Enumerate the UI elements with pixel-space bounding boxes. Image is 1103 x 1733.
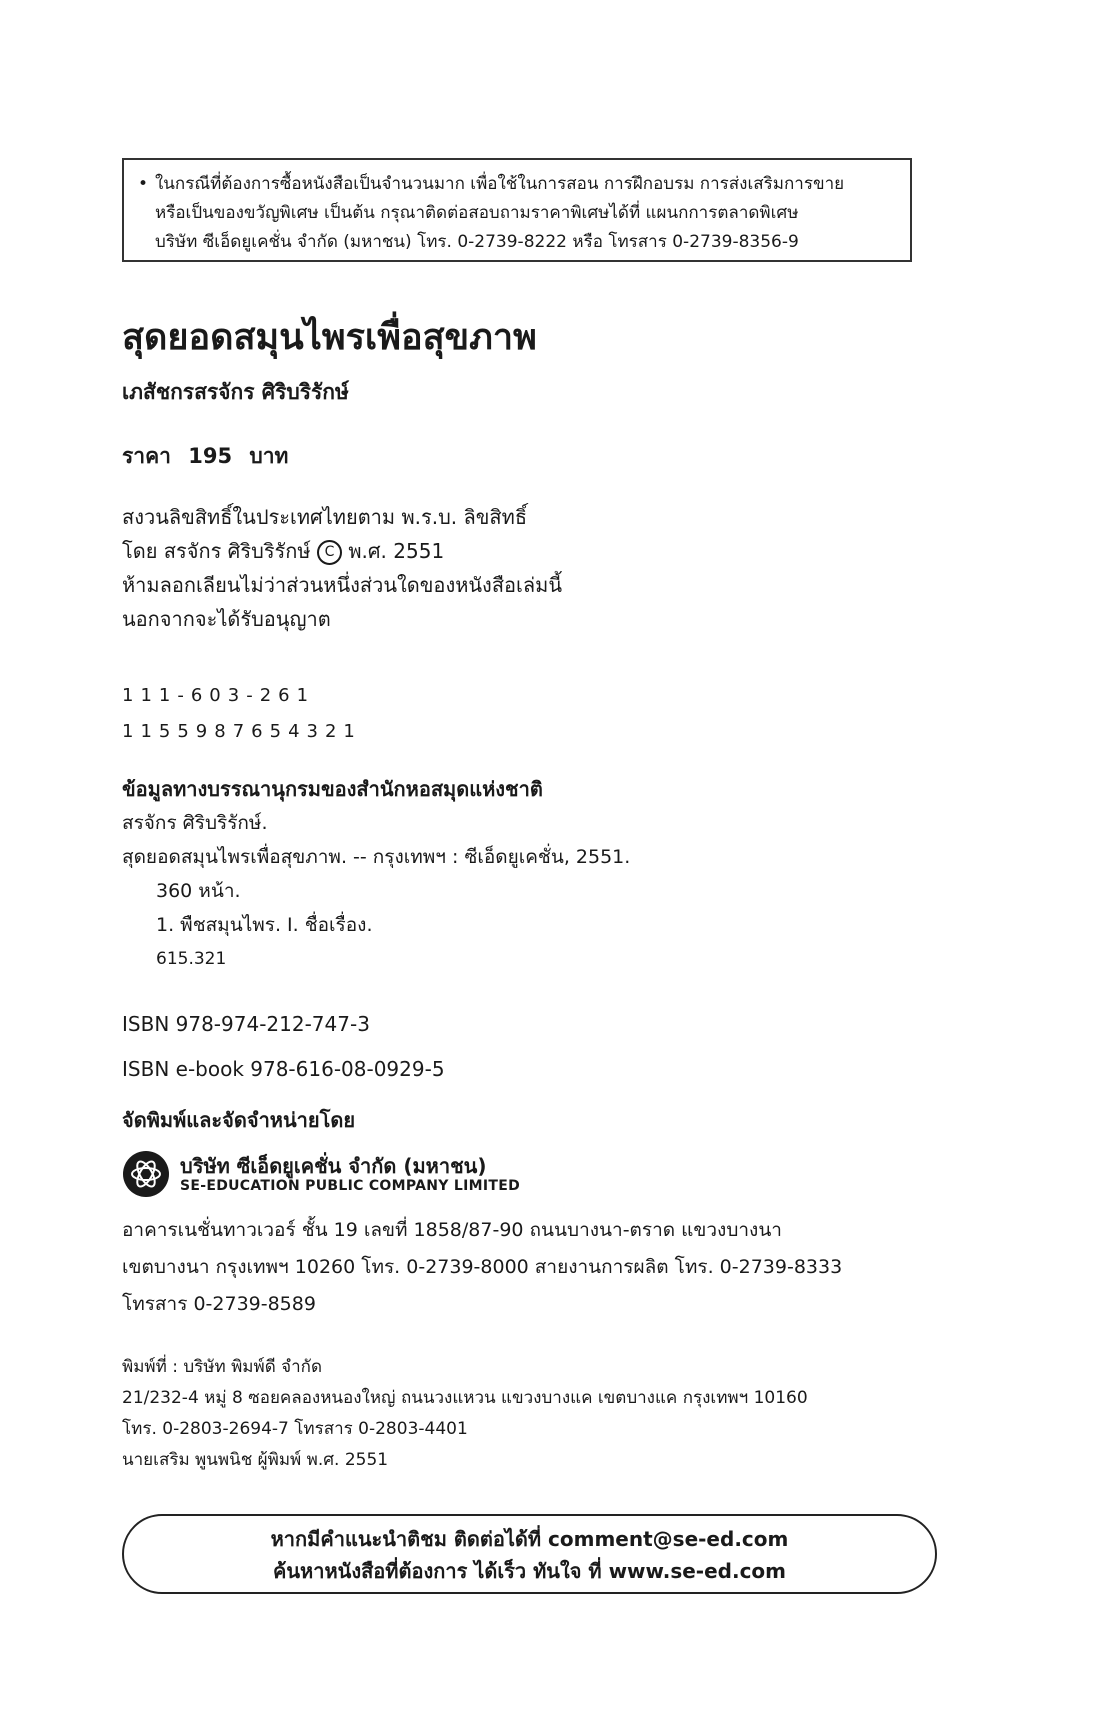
notice-line-3: บริษัท ซีเอ็ดยูเคชั่น จำกัด (มหาชน) โทร. 0-2739-8222 หรือ โทรสาร 0-2739-8356-9	[155, 232, 799, 252]
cataloging-data	[122, 772, 630, 976]
publisher-name-english: SE-EDUCATION PUBLIC COMPANY LIMITED	[180, 1178, 521, 1194]
rights-line-3: ห้ามลอกเลียนไม่ว่าส่วนหนึ่งส่วนใดของหนังสือเล่มนี้	[122, 573, 562, 597]
rights-line-1: สงวนลิขสิทธิ์ในประเทศไทยตาม พ.ร.บ. ลิขสิทธิ์	[122, 505, 528, 529]
notice-line-1: • ในกรณีที่ต้องการซื้อหนังสือเป็นจำนวนมาก เพื่อใช้ในการสอน การฝึกอบรม การส่งเสริมการขาย	[138, 170, 892, 199]
copyright-icon: C	[317, 540, 342, 565]
address-line-3: โทรสาร 0-2739-8589	[122, 1293, 316, 1315]
printer-line-4: นายเสริม พูนพนิช ผู้พิมพ์ พ.ศ. 2551	[122, 1450, 389, 1470]
bullet-icon: •	[138, 174, 149, 194]
printer-info	[122, 1352, 808, 1476]
publisher-logo	[122, 1150, 682, 1200]
bulk-order-notice	[122, 158, 912, 262]
se-ed-logo-icon	[122, 1150, 170, 1198]
rights-line-4: นอกจากจะได้รับอนุญาต	[122, 607, 331, 631]
book-title: สุดยอดสมุนไพรเพื่อสุขภาพ	[122, 317, 537, 358]
copyright-notice	[122, 500, 562, 636]
cip-classification: 615.321	[156, 949, 227, 969]
book-price: ราคา 195 บาท	[122, 444, 289, 468]
publisher-heading: จัดพิมพ์และจัดจำหน่ายโดย	[122, 1108, 356, 1132]
publisher-name-thai: บริษัท ซีเอ็ดยูเคชั่น จำกัด (มหาชน)	[180, 1154, 487, 1178]
cip-pages: 360 หน้า.	[156, 880, 241, 902]
cip-author: สรจักร ศิริบริรักษ์.	[122, 812, 268, 834]
address-line-1: อาคารเนชั่นทาวเวอร์ ชั้น 19 เลขที่ 1858/87-90 ถนนบางนา-ตราด แขวงบางนา	[122, 1219, 782, 1241]
cip-subject: 1. พืชสมุนไพร. I. ชื่อเรื่อง.	[156, 914, 373, 936]
cip-heading: ข้อมูลทางบรรณานุกรมของสำนักหอสมุดแห่งชาติ	[122, 777, 543, 801]
print-codes	[122, 678, 362, 750]
book-author: เภสัชกรสรจักร ศิริบริรักษ์	[122, 380, 349, 404]
code-line-1: 111-603-261	[122, 685, 316, 706]
contact-line-2: ค้นหาหนังสือที่ต้องการ ได้เร็ว ทันใจ ที่ www.se-ed.com	[273, 1559, 786, 1583]
contact-box	[122, 1514, 937, 1594]
cip-title: สุดยอดสมุนไพรเพื่อสุขภาพ. -- กรุงเทพฯ : ซีเอ็ดยูเคชั่น, 2551.	[122, 846, 631, 868]
notice-line-2: หรือเป็นของขวัญพิเศษ เป็นต้น กรุณาติดต่อสอบถามราคาพิเศษได้ที่ แผนกการตลาดพิเศษ	[155, 203, 799, 223]
publisher-address	[122, 1212, 842, 1323]
address-line-2: เขตบางนา กรุงเทพฯ 10260 โทร. 0-2739-8000 สายงานการผลิต โทร. 0-2739-8333	[122, 1256, 843, 1278]
contact-line-1: หากมีคำแนะนำติชม ติดต่อได้ที่ comment@se-ed.com	[270, 1527, 789, 1551]
code-line-2: 1155987654321	[122, 721, 362, 742]
printer-line-3: โทร. 0-2803-2694-7 โทรสาร 0-2803-4401	[122, 1419, 468, 1439]
rights-line-2: โดย สรจักร ศิริบริรักษ์ C พ.ศ. 2551	[122, 539, 445, 563]
printer-line-1: พิมพ์ที่ : บริษัท พิมพ์ดี จำกัด	[122, 1357, 322, 1377]
isbn-block	[122, 1002, 445, 1092]
isbn-ebook: ISBN e-book 978-616-08-0929-5	[122, 1057, 445, 1081]
isbn-print: ISBN 978-974-212-747-3	[122, 1012, 370, 1036]
printer-line-2: 21/232-4 หมู่ 8 ซอยคลองหนองใหญ่ ถนนวงแหวน แขวงบางแค เขตบางแค กรุงเทพฯ 10160	[122, 1388, 808, 1408]
